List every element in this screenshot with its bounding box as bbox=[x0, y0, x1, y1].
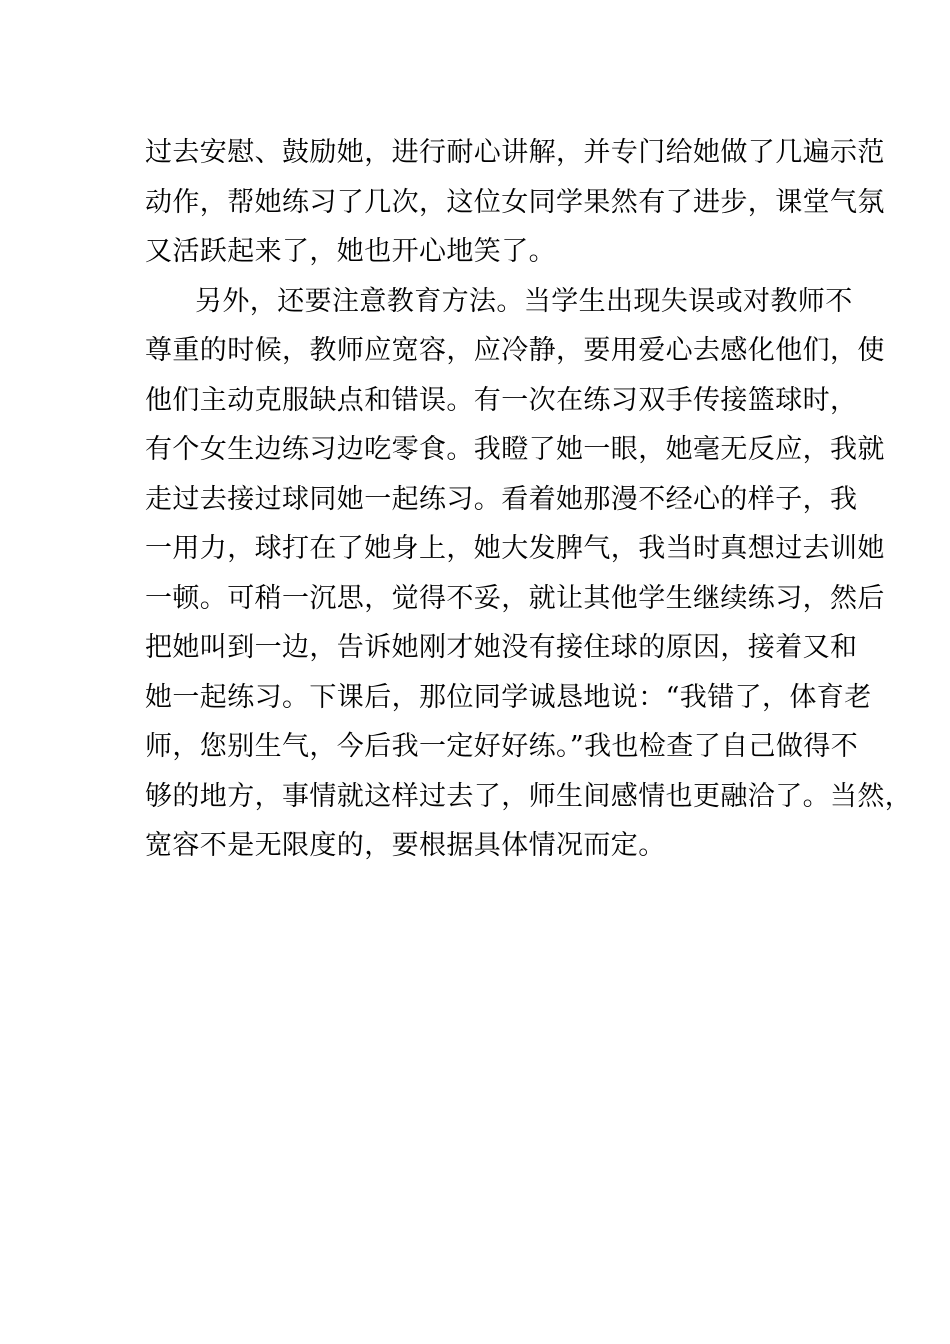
text-line: 另外，还要注意教育方法。当学生出现失误或对教师不 bbox=[195, 285, 853, 317]
paragraph-2 bbox=[145, 277, 913, 871]
text-line: 她一起练习。下课后，那位同学诚恳地说：“我错了，体育老 bbox=[145, 681, 872, 713]
text-line: 一用力，球打在了她身上，她大发脾气，我当时真想过去训她 bbox=[145, 533, 885, 564]
text-line: 宽容不是无限度的，要根据具体情况而定。 bbox=[145, 830, 666, 861]
text-line: 够的地方，事情就这样过去了，师生间感情也更融洽了。当然， bbox=[145, 780, 913, 812]
text-line: 一顿。可稍一沉思，觉得不妥，就让其他学生继续练习，然后 bbox=[145, 582, 885, 614]
paragraph-1 bbox=[145, 128, 885, 277]
text-line: 走过去接过球同她一起练习。看着她那漫不经心的样子，我 bbox=[145, 483, 858, 515]
body-text bbox=[145, 128, 913, 871]
text-line: 过去安慰、鼓励她，进行耐心讲解，并专门给她做了几遍示范 bbox=[145, 137, 885, 168]
text-line: 尊重的时候，教师应宽容，应冷静，要用爱心去感化他们，使 bbox=[145, 335, 885, 366]
text-line: 他们主动克服缺点和错误。有一次在练习双手传接篮球时， bbox=[145, 384, 858, 416]
text-line: 又活跃起来了，她也开心地笑了。 bbox=[145, 236, 556, 267]
text-line: 师，您别生气，今后我一定好好练。”我也检查了自己做得不 bbox=[145, 731, 859, 762]
text-line: 动作，帮她练习了几次，这位女同学果然有了进步，课堂气氛 bbox=[145, 186, 885, 218]
text-line: 把她叫到一边，告诉她刚才她没有接住球的原因，接着又和 bbox=[145, 632, 858, 663]
text-line: 有个女生边练习边吃零食。我瞪了她一眼，她毫无反应，我就 bbox=[145, 434, 885, 465]
